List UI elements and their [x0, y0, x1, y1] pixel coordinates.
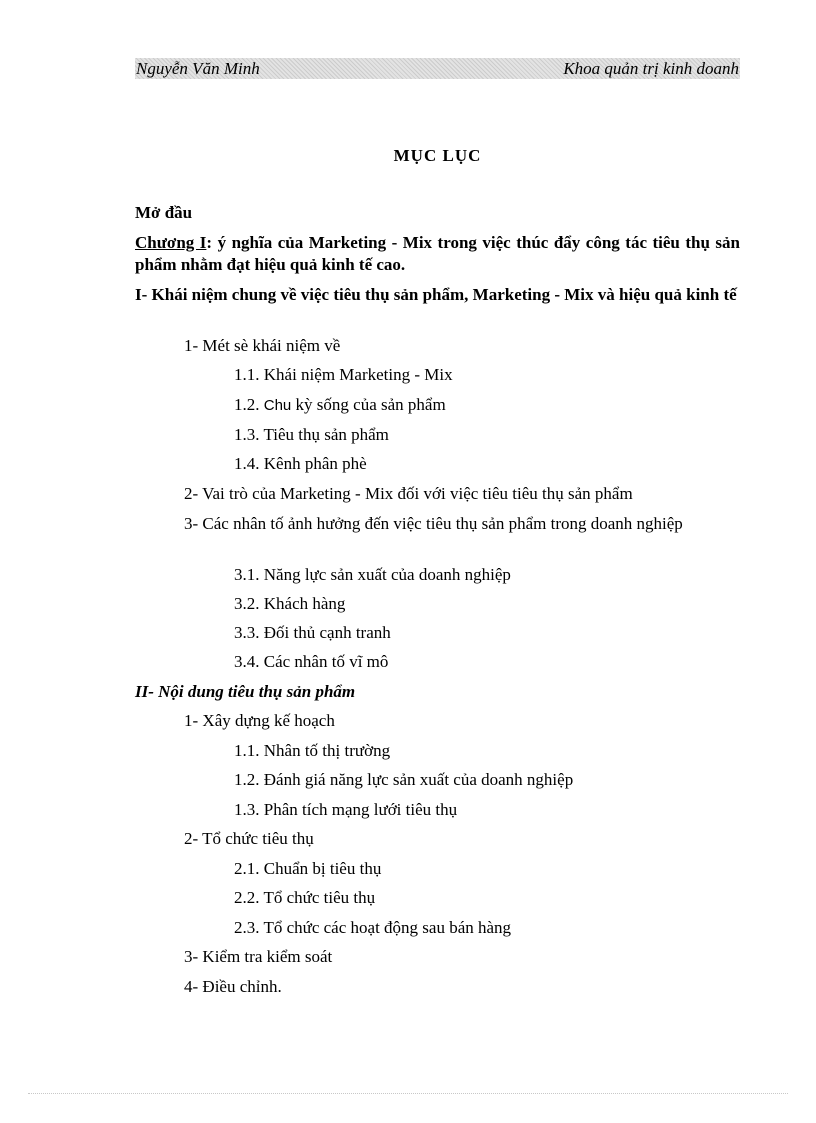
toc-s2-item-1-3: 1.3. Phân tích mạng lưới tiêu thụ [234, 800, 458, 819]
toc-item-3-4: 3.4. Các nhân tố vĩ mô [234, 652, 389, 671]
toc-item-3-3: 3.3. Đối thủ cạnh tranh [234, 623, 391, 642]
toc-item-1-1: 1.1. Khái niệm Marketing - Mix [234, 365, 453, 384]
toc-item-3: 3- Các nhân tố ảnh hưởng đến việc tiêu thụ sản phẩm trong doanh nghiệp [184, 514, 683, 533]
toc-s2-item-2-3: 2.3. Tổ chức các hoạt động sau bán hàng [234, 918, 512, 937]
page-header [135, 58, 740, 79]
header-faculty: Khoa quản trị kinh doanh [563, 59, 739, 78]
toc-s2-item-2-2: 2.2. Tổ chức tiêu thụ [234, 888, 376, 907]
toc-s2-item-1-2: 1.2. Đánh giá năng lực sản xuất của doanh nghiệp [234, 770, 574, 789]
toc-intro: Mở đầu [135, 203, 193, 222]
toc-item-1-2-rest: kỳ sống của sản phẩm [291, 395, 446, 414]
toc-s2-item-1: 1- Xây dựng kế hoạch [184, 711, 335, 730]
toc-item-3-1: 3.1. Năng lực sản xuất của doanh nghiệp [234, 565, 511, 584]
toc-item-1: 1- Mét sè khái niệm về [184, 336, 341, 355]
page-title: MỤC LỤC [393, 146, 482, 165]
toc-item-1-2-word: Chu [263, 397, 292, 414]
toc-s2-item-2: 2- Tổ chức tiêu thụ [184, 829, 314, 848]
toc-item-1-3: 1.3. Tiêu thụ sản phẩm [234, 425, 389, 444]
toc-section-2-title: II- Nội dung tiêu thụ sản phẩm [135, 682, 356, 701]
toc-item-3-2: 3.2. Khách hàng [234, 594, 346, 613]
toc-s2-item-2-1: 2.1. Chuẩn bị tiêu thụ [234, 859, 382, 878]
toc-item-1-2 [234, 394, 740, 417]
toc-s2-item-4: 4- Điều chỉnh. [184, 977, 282, 996]
toc-s2-item-1-1: 1.1. Nhân tố thị trường [234, 741, 391, 760]
toc-section-1-title: I- Khái niệm chung về việc tiêu thụ sản phẩm, Marketing - Mix và hiệu quả kinh tế [135, 285, 737, 304]
chapter-1-text: : ý nghĩa của Marketing - Mix trong việc thúc đẩy công tác tiêu thụ sản phẩm nhằm đạt hiệu quả kinh tế cao. [135, 233, 741, 274]
footer-divider [28, 1093, 788, 1094]
toc-item-2: 2- Vai trò của Marketing - Mix đối với việc tiêu tiêu thụ sản phẩm [184, 484, 633, 503]
toc-item-1-4: 1.4. Kênh phân phè [234, 454, 367, 473]
chapter-1-label: Chương I [135, 233, 207, 252]
toc-item-1-2-prefix: 1.2. [234, 395, 264, 414]
toc-s2-item-3: 3- Kiểm tra kiểm soát [184, 947, 333, 966]
header-author: Nguyễn Văn Minh [136, 59, 260, 78]
toc-chapter-1 [135, 232, 740, 276]
